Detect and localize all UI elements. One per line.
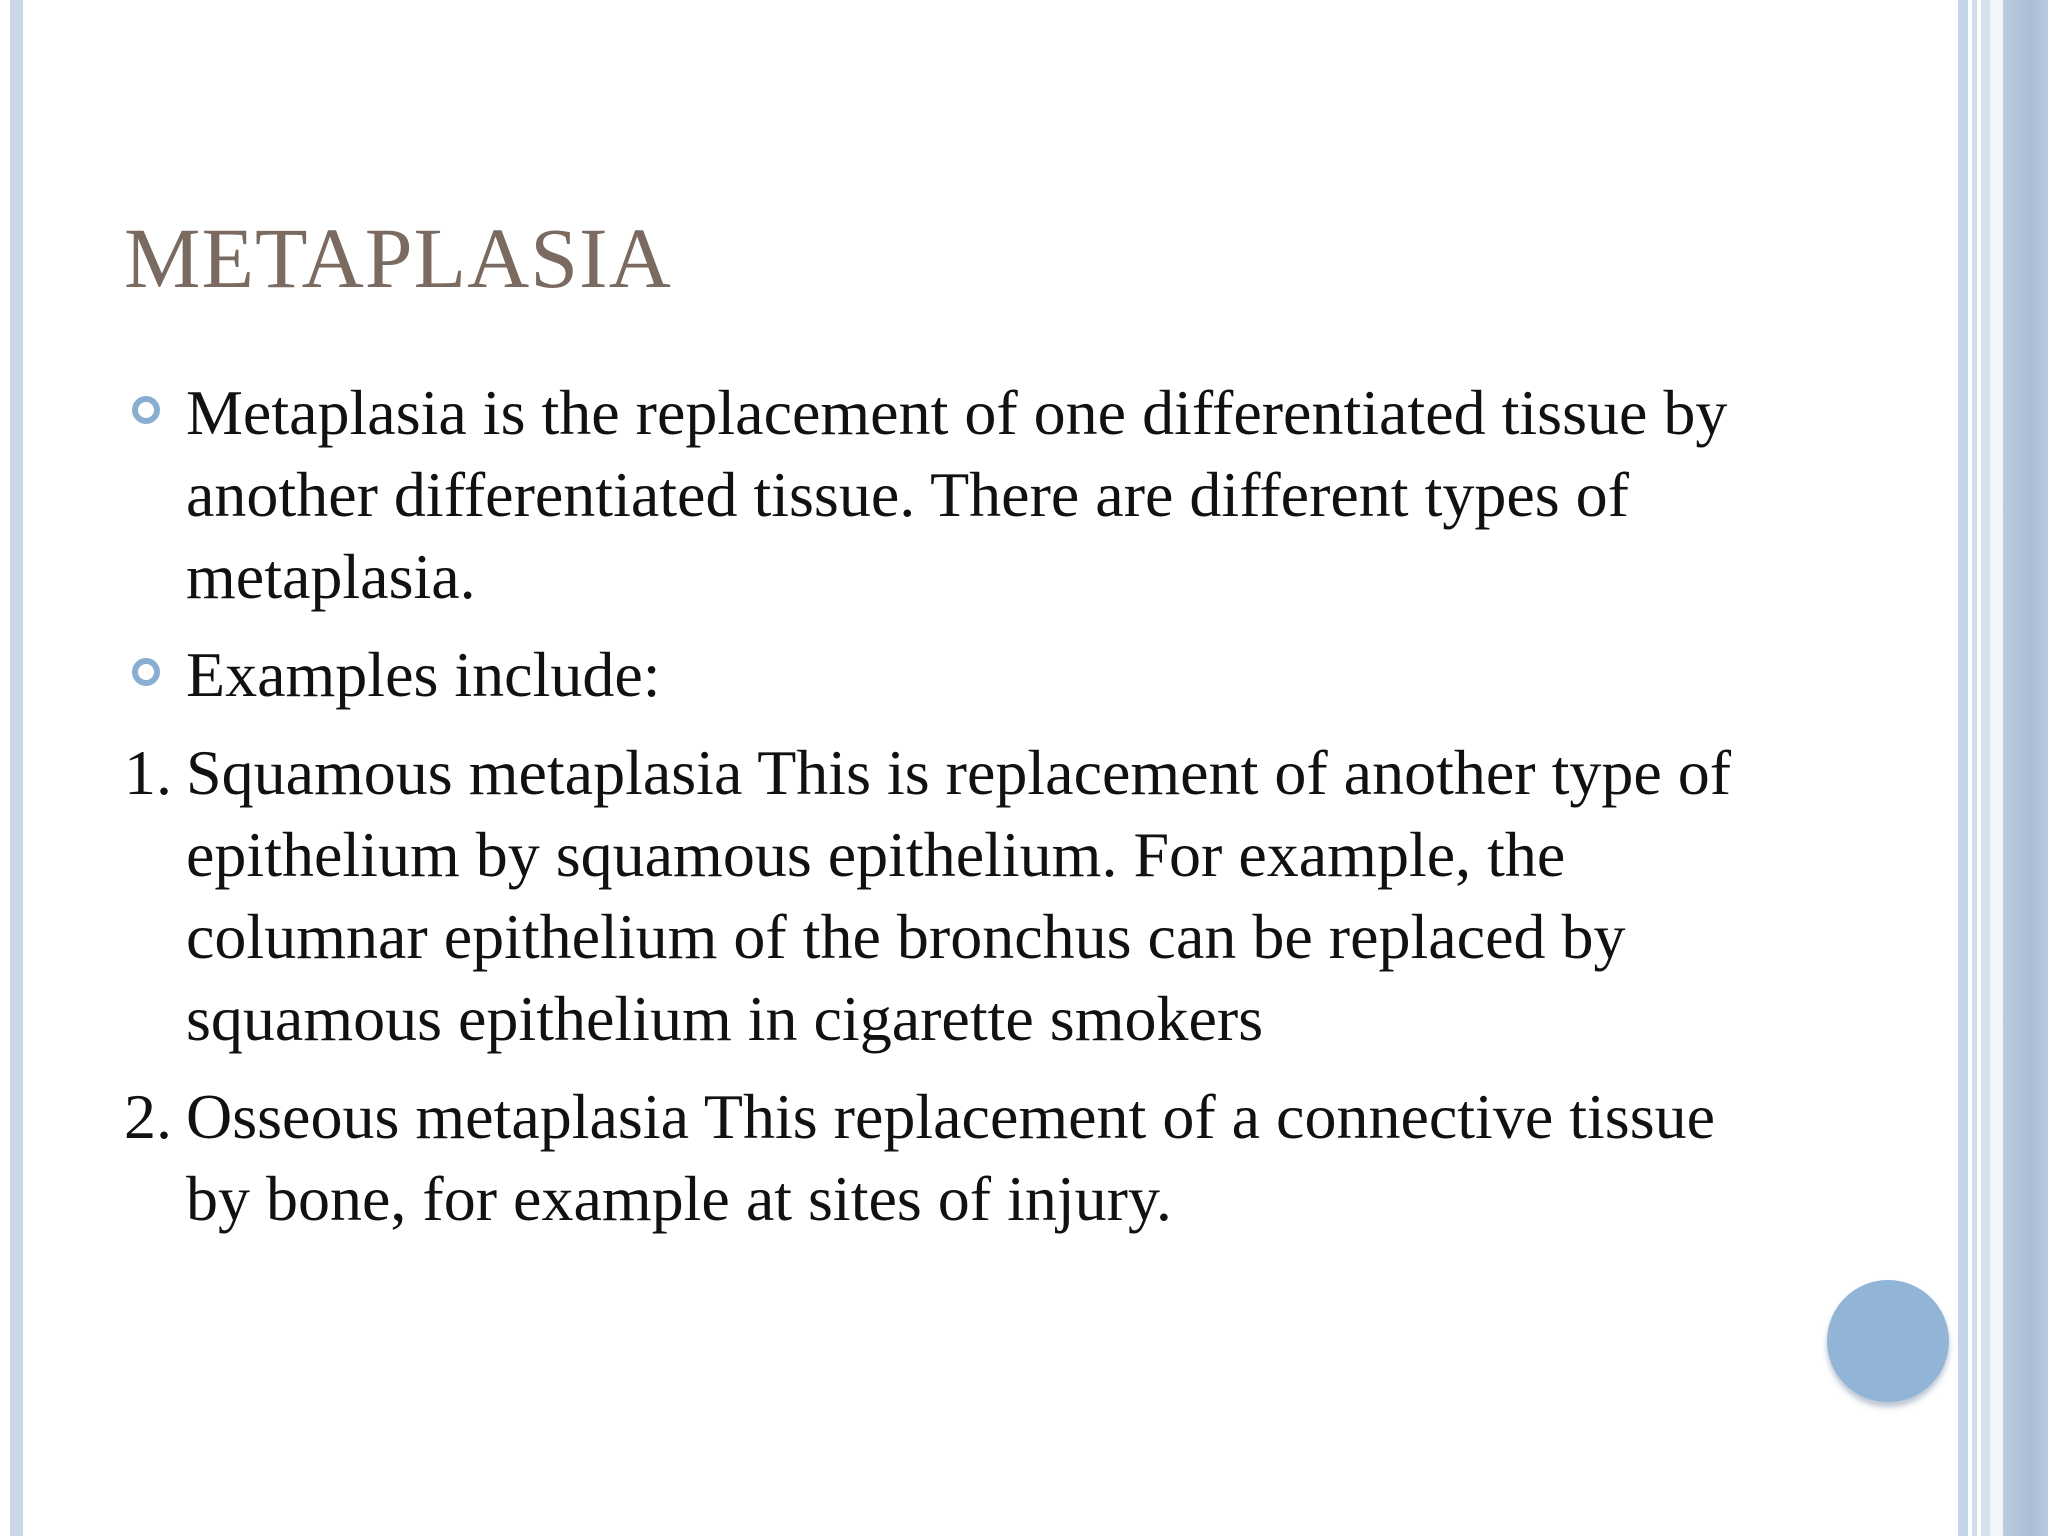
bullet-text: Examples include: xyxy=(186,639,661,710)
bullet-item xyxy=(124,634,1764,716)
bullet-icon xyxy=(132,658,160,686)
slide-title: METAPLASIA xyxy=(124,210,672,306)
numbered-text: Squamous metaplasia This is replacement of another type of epithelium by squamous epithelium. For example, the columnar epithelium of the bronchus can be replaced by squamous epithelium in cigarette smokers xyxy=(186,737,1732,1054)
bullet-icon xyxy=(132,396,160,424)
item-number: 1. xyxy=(124,737,172,808)
left-frame-bar xyxy=(10,0,23,1536)
numbered-item xyxy=(124,1076,1764,1240)
numbered-item xyxy=(124,732,1764,1060)
right-frame-stripes xyxy=(1958,0,2048,1536)
circle-nav-button[interactable] xyxy=(1827,1280,1949,1402)
numbered-text: Osseous metaplasia This replacement of a connective tissue by bone, for example at sites of injury. xyxy=(186,1081,1715,1234)
bullet-item xyxy=(124,372,1764,618)
item-number: 2. xyxy=(124,1081,172,1152)
slide-body xyxy=(124,372,1764,1256)
bullet-text: Metaplasia is the replacement of one differentiated tissue by another differentiated tissue. There are different types of metaplasia. xyxy=(186,377,1728,612)
